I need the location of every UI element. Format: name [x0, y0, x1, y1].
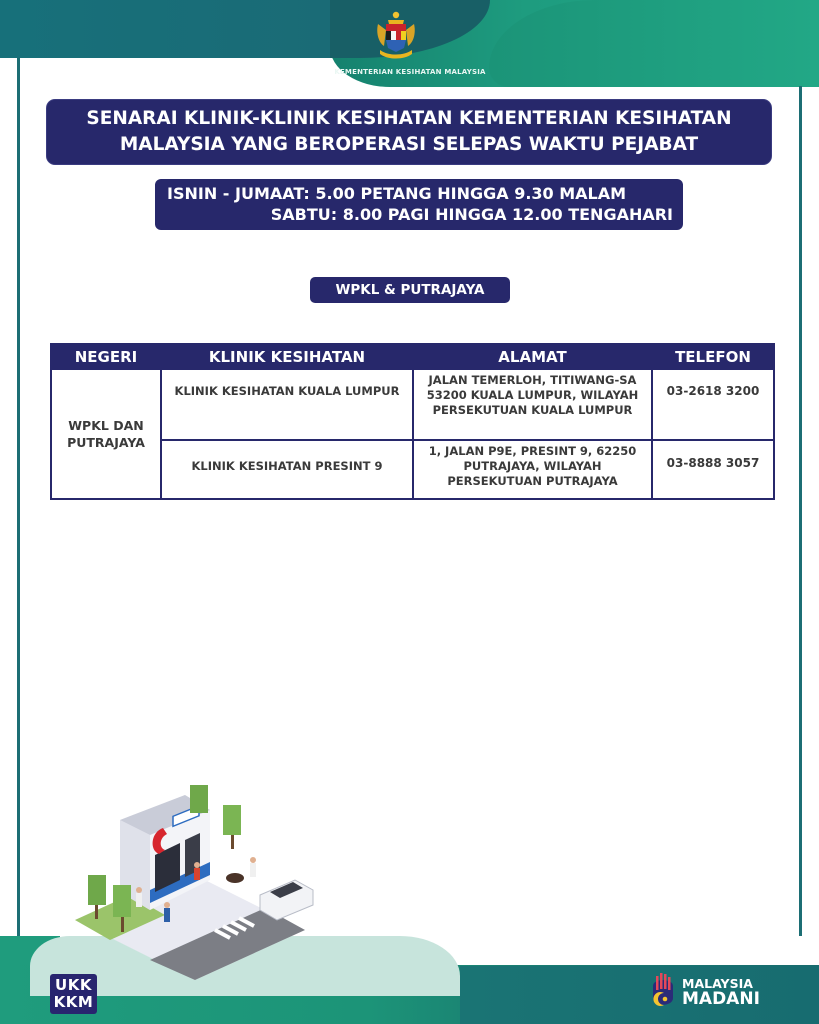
column-header-telefon: TELEFON	[652, 344, 774, 369]
ukk-logo-line-2: KKM	[53, 993, 94, 1011]
ministry-label: KEMENTERIAN KESIHATAN MALAYSIA	[334, 68, 486, 76]
phone-cell: 03-2618 3200	[652, 369, 774, 440]
table-header-row	[51, 344, 774, 369]
region-label: WPKL & PUTRAJAYA	[310, 277, 510, 303]
title-line-1: SENARAI KLINIK-KLINIK KESIHATAN KEMENTERIAN KESIHATAN	[86, 108, 732, 129]
column-header-klinik: KLINIK KESIHATAN	[161, 344, 413, 369]
address-cell: JALAN TEMERLOH, TITIWANG-SA 53200 KUALA LUMPUR, WILAYAH PERSEKUTUAN KUALA LUMPUR	[413, 369, 652, 440]
saturday-hours: SABTU: 8.00 PAGI HINGGA 12.00 TENGAHARI	[270, 205, 673, 224]
operating-hours	[155, 179, 683, 230]
table-row	[51, 369, 774, 440]
clinic-name-cell: KLINIK KESIHATAN PRESINT 9	[161, 440, 413, 499]
clinic-building-illustration	[55, 780, 325, 980]
phone-cell: 03-8888 3057	[652, 440, 774, 499]
coat-of-arms-icon	[374, 10, 418, 62]
malaysia-madani-logo	[648, 970, 778, 1014]
ukk-logo-line-1: UKK	[55, 976, 92, 994]
madani-line-2: MADANI	[682, 989, 760, 1009]
frame-right-border	[799, 86, 802, 936]
clinic-table	[50, 343, 775, 500]
state-cell: WPKL DAN PUTRAJAYA	[51, 369, 161, 499]
ukk-kkm-logo	[50, 974, 97, 1014]
weekday-hours: ISNIN - JUMAAT: 5.00 PETANG HINGGA 9.30 MALAM	[167, 184, 627, 203]
madani-hand-icon	[648, 972, 678, 1012]
title-line-2: MALAYSIA YANG BEROPERASI SELEPAS WAKTU PEJABAT	[119, 134, 699, 155]
column-header-negeri: NEGERI	[51, 344, 161, 369]
address-cell: 1, JALAN P9E, PRESINT 9, 62250 PUTRAJAYA, WILAYAH PERSEKUTUAN PUTRAJAYA	[413, 440, 652, 499]
page-title	[47, 100, 771, 164]
clinic-name-cell: KLINIK KESIHATAN KUALA LUMPUR	[161, 369, 413, 440]
frame-left-border	[17, 58, 20, 936]
madani-line-1: MALAYSIA	[682, 976, 753, 991]
column-header-alamat: ALAMAT	[413, 344, 652, 369]
